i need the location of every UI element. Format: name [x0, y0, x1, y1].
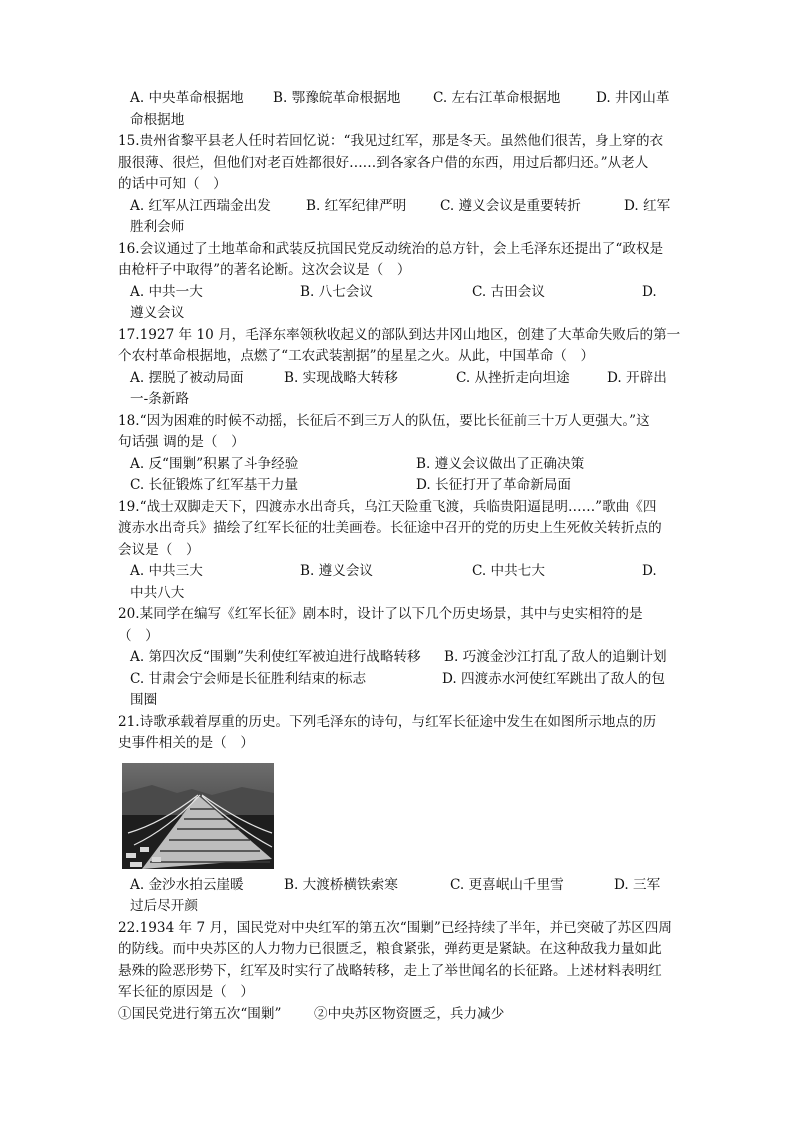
q22-stem-3: 悬殊的险恶形势下，红军及时实行了战略转移，走上了举世闻名的长征路。上述材料表明红 — [118, 962, 662, 979]
q14-option-d[interactable]: D. 井冈山革 — [596, 90, 670, 106]
q19-option-b[interactable]: B. 遵义会议 — [300, 563, 374, 579]
q20-stem-2: （ ） — [118, 627, 159, 644]
q21-options — [118, 875, 678, 897]
q20-options-ab — [118, 647, 678, 669]
q15-stem-3: 的话中可知（ ） — [118, 176, 227, 192]
q16-option-a[interactable]: A. 中共一大 — [130, 283, 203, 300]
q18-options-ab — [118, 454, 678, 476]
q21-stem-1: 21.诗歌承载着厚重的历史。下列毛泽东的诗句，与红军长征途中发生在如图所示地点的历 — [118, 713, 657, 730]
q16-options — [118, 282, 678, 304]
q22-stem-2: 的防线。而中央苏区的人力物力已很匮乏，粮食紧张，弹药更是紧缺。在这种敌我力量如此 — [118, 941, 662, 957]
q17-option-c[interactable]: C. 从挫折走向坦途 — [456, 369, 570, 386]
q15-option-c[interactable]: C. 遵义会议是重要转折 — [440, 197, 581, 214]
q22-statement-2[interactable]: ②中央苏区物资匮乏，兵力减少 — [314, 1005, 505, 1022]
q20-option-d-cont: 围圈 — [130, 692, 158, 708]
q21-stem-2: 史事件相关的是（ ） — [118, 735, 254, 751]
q16-option-c[interactable]: C. 古田会议 — [472, 283, 545, 300]
q17-options — [118, 368, 678, 390]
q22-statement-1[interactable]: ①国民党进行第五次“围剿” — [118, 1005, 282, 1022]
q18-options-cd — [118, 475, 678, 497]
exam-page — [118, 88, 681, 1025]
q15-options — [118, 196, 678, 218]
q22-stem-4: 军长征的原因是（ ） — [118, 984, 254, 1000]
q21-option-a[interactable]: A. 金沙水拍云崖暖 — [130, 876, 244, 893]
q18-option-c[interactable]: C. 长征锻炼了红军基干力量 — [130, 477, 299, 493]
q16-option-d-cont: 遵义会议 — [130, 305, 185, 321]
q22-statements — [118, 1004, 678, 1026]
q18-option-b[interactable]: B. 遵义会议做出了正确决策 — [416, 455, 585, 472]
q20-option-d[interactable]: D. 四渡赤水河使红军跳出了敌人的包 — [442, 670, 665, 687]
q19-option-a[interactable]: A. 中共三大 — [130, 563, 203, 579]
q19-option-c[interactable]: C. 中共七大 — [472, 563, 545, 579]
q21-option-b[interactable]: B. 大渡桥横铁索寒 — [284, 876, 398, 893]
q17-stem-2: 个农村革命根据地，点燃了“工农武装割据”的星星之火。从此，中国革命（ ） — [118, 348, 595, 364]
q14-options — [118, 88, 678, 110]
q14-option-b[interactable]: B. 鄂豫皖革命根据地 — [273, 90, 401, 106]
q15-stem-1: 15.贵州省黎平县老人任时若回忆说：“我见过红军，那是冬天。虽然他们很苦，身上穿的衣 — [118, 133, 664, 149]
bridge-photo-illustration — [122, 763, 274, 869]
q20-stem-1: 20.某同学在编写《红军长征》剧本时，设计了以下几个历史场景，其中与史实相符的是 — [118, 606, 643, 622]
q15-option-a[interactable]: A. 红军从江西瑞金出发 — [130, 197, 271, 214]
q14-option-c[interactable]: C. 左右江革命根据地 — [433, 90, 561, 106]
q15-option-b[interactable]: B. 红军纪律严明 — [306, 197, 407, 214]
q19-stem-1: 19.“战士双脚走天下，四渡赤水出奇兵，乌江天险重飞渡，兵临贵阳逼昆明……”歌曲《四 — [118, 498, 657, 515]
q16-option-d[interactable]: D. — [642, 283, 657, 300]
q16-stem-1: 16.会议通过了土地革命和武装反抗国民党反动统治的总方针，会上毛泽东还提出了“政权是 — [118, 240, 664, 257]
q18-option-a[interactable]: A. 反“围剿”积累了斗争经验 — [130, 455, 299, 472]
luding-bridge-photo — [122, 763, 274, 869]
q15-option-d-cont: 胜利会师 — [130, 219, 185, 235]
q16-option-b[interactable]: B. 八七会议 — [300, 283, 374, 300]
q20-option-b[interactable]: B. 巧渡金沙江打乱了敌人的追剿计划 — [444, 649, 667, 665]
q18-option-d[interactable]: D. 长征打开了革命新局面 — [416, 477, 571, 493]
q20-options-cd — [118, 669, 678, 691]
q21-option-d[interactable]: D. 三军 — [614, 876, 661, 893]
q19-stem-3: 会议是（ ） — [118, 541, 200, 558]
q15-stem-2: 服很薄、很烂，但他们对老百姓都很好……到各家各户借的东西，用过后都归还。”从老人 — [118, 154, 649, 171]
q17-option-d-cont: 一-条新路 — [130, 391, 189, 407]
q21-option-c[interactable]: C. 更喜岷山千里雪 — [450, 876, 564, 893]
q17-option-b[interactable]: B. 实现战略大转移 — [284, 369, 398, 386]
q17-option-d[interactable]: D. 开辟出 — [607, 369, 667, 386]
q18-stem-1: 18.“因为困难的时候不动摇，长征后不到三万人的队伍，要比长征前三十万人更强大。”这 — [118, 412, 650, 429]
q15-option-d[interactable]: D. 红军 — [624, 197, 671, 214]
q21-option-d-cont: 过后尽开颜 — [130, 898, 198, 914]
q19-options — [118, 561, 678, 583]
q14-option-a[interactable]: A. 中央革命根据地 — [130, 90, 244, 106]
q14-option-d-cont: 命根据地 — [130, 111, 185, 128]
q19-option-d-cont: 中共八大 — [130, 584, 185, 601]
q19-stem-2: 渡赤水出奇兵》描绘了红军长征的壮美画卷。长征途中召开的党的历史上生死攸关转折点的 — [118, 520, 662, 536]
q16-stem-2: 由枪杆子中取得”的著名论断。这次会议是（ ） — [118, 262, 411, 278]
q20-option-c[interactable]: C. 甘肃会宁会师是长征胜利结束的标志 — [130, 670, 367, 687]
q17-stem-1: 17.1927 年 10 月，毛泽东率领秋收起义的部队到达井冈山地区，创建了大革命失败后的第一 — [118, 326, 681, 343]
q17-option-a[interactable]: A. 摆脱了被动局面 — [130, 369, 244, 386]
q18-stem-2: 句话强 调的是（ ） — [118, 434, 245, 450]
q20-option-a[interactable]: A. 第四次反“围剿”失利使红军被迫进行战略转移 — [130, 649, 421, 665]
q22-stem-1: 22.1934 年 7 月，国民党对中央红军的第五次“围剿”已经持续了半年，并已突破了苏区四周 — [118, 919, 672, 936]
q19-option-d[interactable]: D. — [642, 563, 657, 579]
